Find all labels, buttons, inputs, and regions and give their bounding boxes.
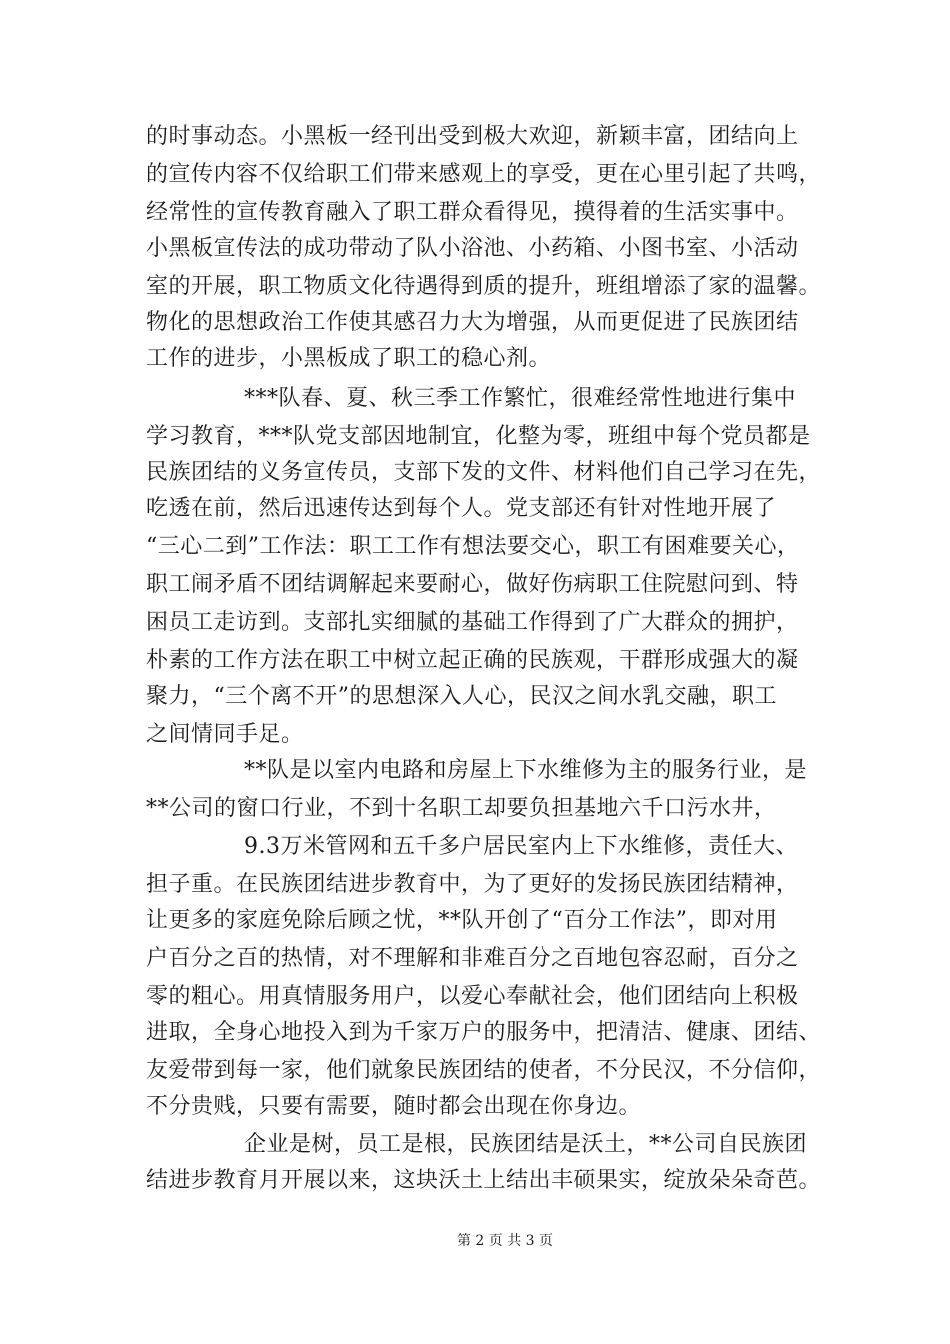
body-line: 经常性的宣传教育融入了职工群众看得见，摸得着的生活实事中。: [146, 200, 799, 225]
body-line: 担子重。在民族团结进步教育中，为了更好的发扬民族团结精神，: [146, 872, 799, 897]
body-line: 让更多的家庭免除后顾之忧，**队开创了“百分工作法”，即对用: [146, 908, 778, 933]
body-line: **公司的窗口行业，不到十名职工却要负担基地六千口污水井，: [146, 796, 777, 821]
body-line: 民族团结的义务宣传员，支部下发的文件、材料他们自己学习在先，: [146, 460, 822, 485]
body-line: “三心二到”工作法：职工工作有想法要交心，职工有困难要关心，: [146, 534, 800, 559]
body-line: 结进步教育月开展以来，这块沃土上结出丰硕果实，绽放朵朵奇芭。: [146, 1168, 822, 1193]
body-line: 不分贵贱，只要有需要，随时都会出现在你身边。: [146, 1094, 642, 1119]
body-line: 户百分之百的热情，对不理解和非难百分之百地包容忍耐，百分之: [146, 946, 799, 971]
body-line: 进取，全身心地投入到为千家万户的服务中，把清洁、健康、团结、: [146, 1020, 822, 1045]
body-line: 物化的思想政治工作使其感召力大为增强，从而更促进了民族团结: [146, 310, 799, 335]
body-line: 的宣传内容不仅给职工们带来感观上的享受，更在心里引起了共鸣，: [146, 162, 822, 187]
body-line: 工作的进步，小黑板成了职工的稳心剂。: [146, 346, 552, 371]
body-line: 的时事动态。小黑板一经刊出受到极大欢迎，新颖丰富，团结向上: [146, 124, 799, 149]
body-line: 困员工走访到。支部扎实细腻的基础工作得到了广大群众的拥护，: [146, 610, 799, 635]
paragraph-start-line: ***队春、夏、秋三季工作繁忙，很难经常性地进行集中: [244, 386, 797, 411]
body-line: 聚力，“三个离不开”的思想深入人心，民汉之间水乳交融，职工: [146, 684, 777, 709]
body-line: 零的粗心。用真情服务用户，以爱心奉献社会，他们团结向上积极: [146, 984, 799, 1009]
body-line: 之间情同手足。: [146, 722, 304, 747]
body-line: 室的开展，职工物质文化待遇得到质的提升，班组增添了家的温馨。: [146, 274, 822, 299]
body-line: 学习教育，***队党支部因地制宜，化整为零，班组中每个党员都是: [146, 424, 811, 449]
body-line: 小黑板宣传法的成功带动了队小浴池、小药箱、小图书室、小活动: [146, 236, 799, 261]
body-line: 吃透在前，然后迅速传达到每个人。党支部还有针对性地开展了: [146, 496, 777, 521]
paragraph-start-line: 企业是树，员工是根，民族团结是沃土，**公司自民族团: [244, 1132, 808, 1157]
body-line: 9.3万米管网和五千多户居民室内上下水维修，责任大、: [244, 834, 798, 859]
body-line: 友爱带到每一家，他们就象民族团结的使者，不分民汉，不分信仰，: [146, 1058, 822, 1083]
page-number-footer: 第 2 页 共 3 页: [456, 1233, 554, 1249]
paragraph-start-line: **队是以室内电路和房屋上下水维修为主的服务行业，是: [244, 758, 808, 783]
body-line: 朴素的工作方法在职工中树立起正确的民族观，干群形成强大的凝: [146, 648, 799, 673]
body-line: 职工闹矛盾不团结调解起来要耐心，做好伤病职工住院慰问到、特: [146, 572, 799, 597]
